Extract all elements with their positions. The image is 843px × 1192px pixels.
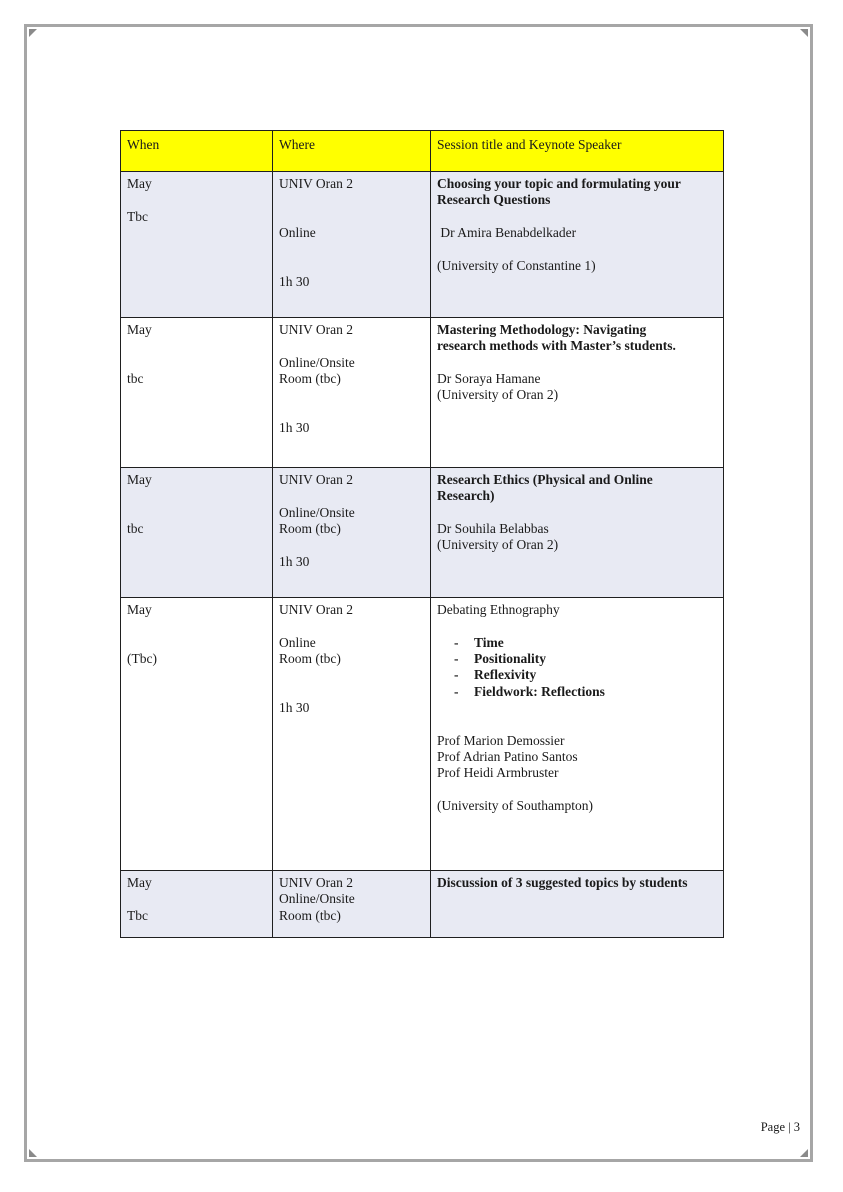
cell-when [121,871,273,938]
table-header-row [121,131,724,172]
text-line: Room (tbc) [279,650,341,666]
text-line: tbc [127,370,144,386]
text-line: May [127,472,152,487]
table-row [121,871,724,938]
dash-list-marker: - [454,667,459,683]
list-item: - Positionality [454,650,547,666]
text-line: Prof Adrian Patino Santos [437,748,578,764]
text-line [279,404,429,420]
text-line [279,667,429,683]
text-line: UNIV Oran 2 [279,176,353,191]
text-line [127,635,271,651]
cell-session [431,468,724,598]
text-line: research methods with Master’s students. [437,338,676,354]
text-line [127,618,271,634]
text-line [437,716,722,732]
text-line: Research) [437,488,495,504]
text-line: tbc [127,520,144,536]
cell-when [121,172,273,318]
cell-where [273,172,431,318]
text-line [437,355,722,371]
text-line: Online/Onsite [279,504,355,520]
text-line: Online/Onsite [279,354,355,370]
text-line: Room (tbc) [279,907,341,923]
text-line: Mastering Methodology: Navigating [437,322,647,337]
text-line: Debating Ethnography [437,602,560,617]
dash-list-marker: - [454,683,459,699]
cell-where [273,318,431,468]
table-row [121,468,724,598]
text-line: May [127,875,152,890]
text-line: 1h 30 [279,273,310,289]
column-header-when: When [121,131,273,172]
text-line [127,355,271,371]
page-number: Page | 3 [760,1120,800,1134]
border-corner-top-right-icon [800,29,808,37]
dash-list-marker: - [454,650,459,666]
text-line [437,209,722,225]
text-line [279,537,429,553]
text-line [279,488,429,504]
text-line: Online [279,224,316,240]
text-line [279,387,429,403]
list-item: - Reflexivity [454,667,537,683]
cell-session [431,598,724,871]
text-line: Choosing your topic and formulating your [437,176,681,191]
cell-when [121,318,273,468]
text-line: Tbc [127,208,148,224]
text-line: Prof Marion Demossier [437,732,565,748]
schedule-table [120,130,724,938]
cell-where [273,598,431,871]
column-header-where: Where [273,131,431,172]
list-item: - Time [454,634,504,650]
text-line [279,209,429,225]
cell-session [431,318,724,468]
text-line: May [127,602,152,617]
text-line: Prof Heidi Armbruster [437,765,559,781]
text-line: UNIV Oran 2 [279,875,353,890]
border-corner-bottom-right-icon [800,1149,808,1157]
text-line [279,338,429,354]
text-line: Online [279,634,316,650]
text-line: Room (tbc) [279,370,341,386]
cell-session [431,871,724,938]
text-line: (University of Constantine 1) [437,257,596,273]
text-line [279,192,429,208]
text-line [437,241,722,257]
text-line: May [127,322,152,337]
text-line: Dr Amira Benabdelkader [437,224,577,240]
text-line: Research Ethics (Physical and Online [437,472,653,487]
text-line: (University of Oran 2) [437,387,559,403]
text-line: Discussion of 3 suggested topics by students [437,875,688,890]
text-line: UNIV Oran 2 [279,472,353,487]
text-line: 1h 30 [279,553,310,569]
text-line: Dr Souhila Belabbas [437,520,549,536]
cell-when [121,468,273,598]
dash-list-marker: - [454,634,459,650]
text-line [127,338,271,354]
text-line [437,782,722,798]
column-header-session: Session title and Keynote Speaker [431,131,724,172]
text-line: (University of Southampton) [437,797,593,813]
cell-where [273,871,431,938]
text-line: Room (tbc) [279,520,341,536]
border-corner-top-left-icon [29,29,37,37]
cell-when [121,598,273,871]
text-line: Research Questions [437,192,551,208]
text-line [127,505,271,521]
cell-session [431,172,724,318]
text-line: May [127,176,152,191]
text-line [279,618,429,634]
text-line: UNIV Oran 2 [279,322,353,337]
text-line [127,192,271,208]
text-line [437,505,722,521]
text-line: 1h 30 [279,419,310,435]
text-line: Online/Onsite [279,891,355,907]
text-line: 1h 30 [279,699,310,715]
text-line: (University of Oran 2) [437,537,559,553]
text-line [437,700,722,716]
text-line [279,684,429,700]
cell-where [273,468,431,598]
text-line [127,891,271,907]
text-line [437,618,722,634]
list-item: - Fieldwork: Reflections [454,683,605,699]
text-line [279,241,429,257]
table-row [121,318,724,468]
table-row [121,598,724,871]
text-line [127,488,271,504]
table-row [121,172,724,318]
border-corner-bottom-left-icon [29,1149,37,1157]
text-line: Dr Soraya Hamane [437,370,541,386]
text-line: (Tbc) [127,650,157,666]
table-body [121,172,724,938]
text-line [279,258,429,274]
text-line: UNIV Oran 2 [279,602,353,617]
text-line: Tbc [127,907,148,923]
